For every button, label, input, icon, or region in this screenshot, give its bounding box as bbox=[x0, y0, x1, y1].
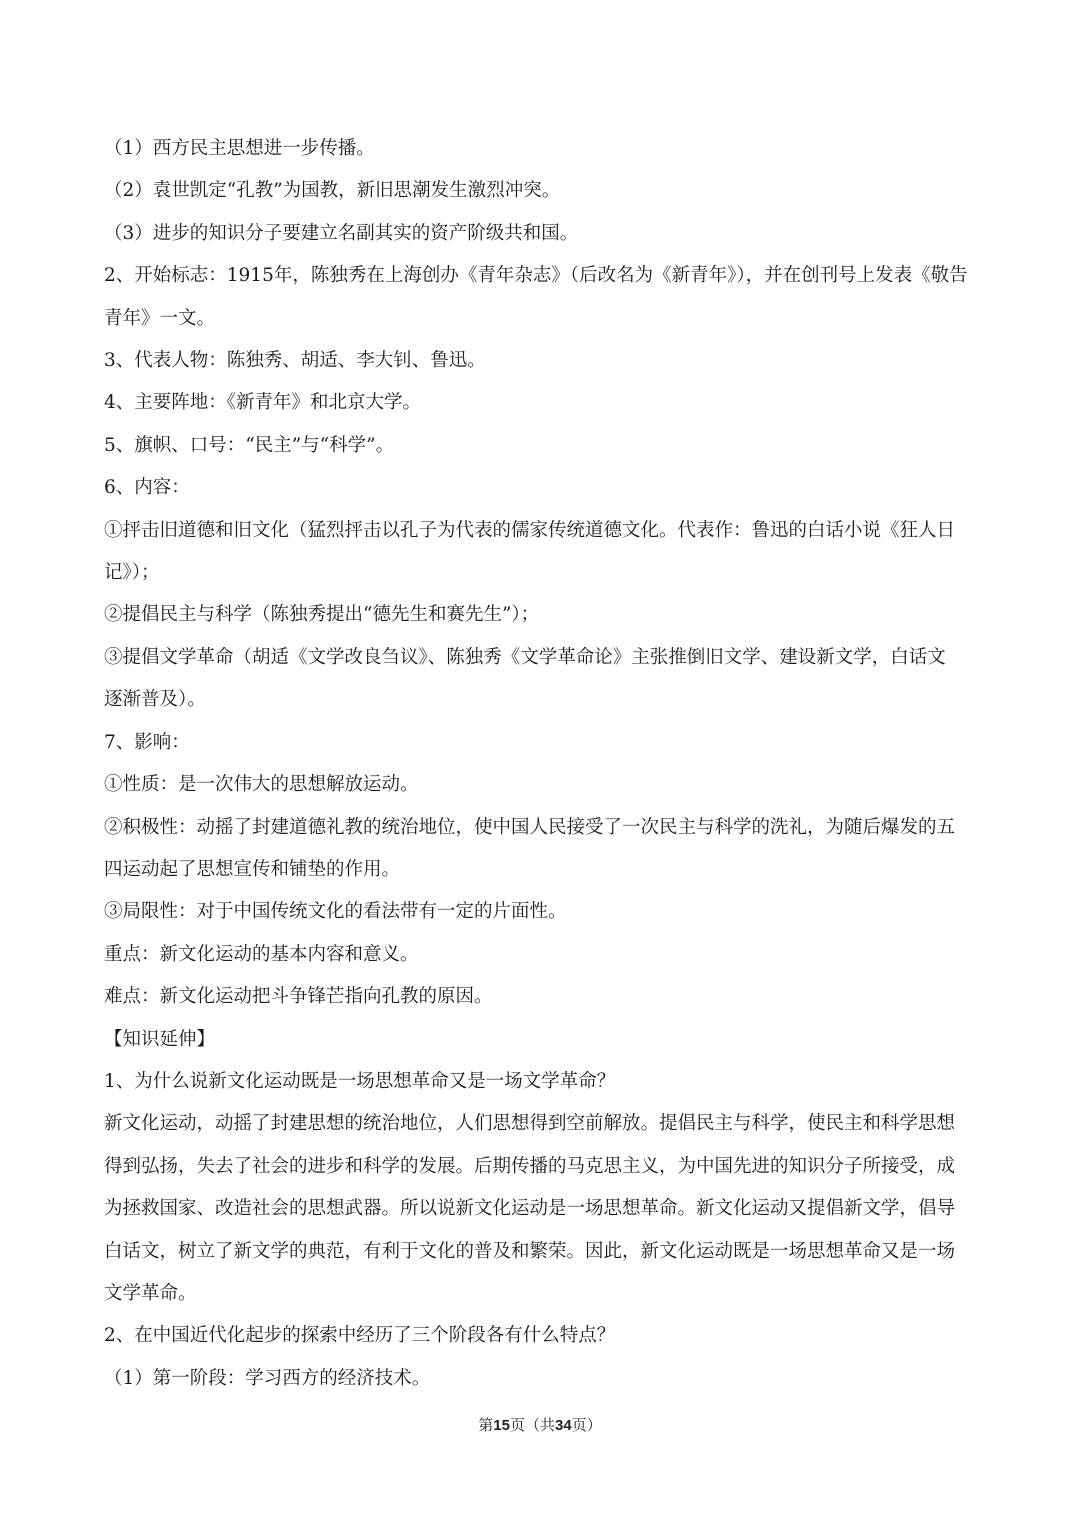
text-line: 新文化运动，动摇了封建思想的统治地位，人们思想得到空前解放。提倡民主与科学，使民主和科学思想 bbox=[104, 1113, 956, 1135]
page-footer bbox=[0, 1412, 1080, 1439]
question-line: 2、在中国近代化起步的探索中经历了三个阶段各有什么特点？ bbox=[104, 1325, 616, 1347]
text-line: ③提倡文学革命（胡适《文学改良刍议》、陈独秀《文学革命论》主张推倒旧文学、建设新文学，白话文 bbox=[104, 646, 946, 668]
text-line: 得到弘扬，失去了社会的进步和科学的发展。后期传播的马克思主义，为中国先进的知识分子所接受，成 bbox=[104, 1155, 956, 1177]
text-line: 重点：新文化运动的基本内容和意义。 bbox=[104, 943, 419, 965]
text-line: （1）第一阶段：学习西方的经济技术。 bbox=[104, 1367, 431, 1389]
text-line: 5、旗帜、口号：“民主”与“科学”。 bbox=[104, 434, 395, 456]
text-line: 6、内容： bbox=[104, 477, 190, 499]
section-heading: 【知识延伸】 bbox=[104, 1028, 216, 1050]
footer-middle: 页（共 bbox=[509, 1416, 555, 1434]
text-line: 青年》一文。 bbox=[104, 307, 216, 329]
text-line: 四运动起了思想宣传和铺垫的作用。 bbox=[104, 858, 401, 880]
text-line: ③局限性：对于中国传统文化的看法带有一定的片面性。 bbox=[104, 901, 567, 923]
text-line: ②提倡民主与科学（陈独秀提出“德先生和赛先生”）； bbox=[104, 604, 540, 626]
footer-prefix: 第 bbox=[478, 1416, 494, 1434]
text-line: 2、开始标志：1915年，陈独秀在上海创办《青年杂志》（后改名为《新青年》），并在创刊号上发表《敬告 bbox=[104, 265, 968, 287]
text-line: 文学革命。 bbox=[104, 1282, 197, 1304]
text-line: 4、主要阵地：《新青年》和北京大学。 bbox=[104, 392, 422, 414]
total-pages: 34 bbox=[555, 1417, 572, 1434]
question-line: 1、为什么说新文化运动既是一场思想革命又是一场文学革命？ bbox=[104, 1070, 616, 1092]
text-line: （1）西方民主思想进一步传播。 bbox=[104, 138, 375, 159]
text-line: 7、影响： bbox=[104, 731, 190, 753]
text-line: ②积极性：动摇了封建道德礼教的统治地位，使中国人民接受了一次民主与科学的洗礼，为随后爆发的五 bbox=[104, 816, 956, 838]
text-line: 为拯救国家、改造社会的思想武器。所以说新文化运动是一场思想革命。新文化运动又提倡新文学，倡导 bbox=[104, 1198, 956, 1220]
text-line: （3）进步的知识分子要建立名副其实的资产阶级共和国。 bbox=[104, 222, 579, 244]
text-line: 难点：新文化运动把斗争锋芒指向孔教的原因。 bbox=[104, 986, 493, 1008]
text-line: ①抨击旧道德和旧文化（猛烈抨击以孔子为代表的儒家传统道德文化。代表作：鲁迅的白话小说《狂人日 bbox=[104, 519, 956, 541]
document-body bbox=[104, 128, 978, 1400]
text-line: 记》）； bbox=[104, 562, 160, 584]
text-line: 白话文，树立了新文学的典范，有利于文化的普及和繁荣。因此，新文化运动既是一场思想革命又是一场 bbox=[104, 1240, 956, 1262]
text-line: ①性质：是一次伟大的思想解放运动。 bbox=[104, 774, 419, 796]
page-number: 15 bbox=[493, 1417, 510, 1434]
text-line: （2）袁世凯定“孔教”为国教，新旧思潮发生激烈冲突。 bbox=[104, 180, 561, 202]
footer-suffix: 页） bbox=[571, 1416, 602, 1434]
text-line: 3、代表人物：陈独秀、胡适、李大钊、鲁迅。 bbox=[104, 350, 486, 372]
text-line: 逐渐普及）。 bbox=[104, 689, 206, 711]
